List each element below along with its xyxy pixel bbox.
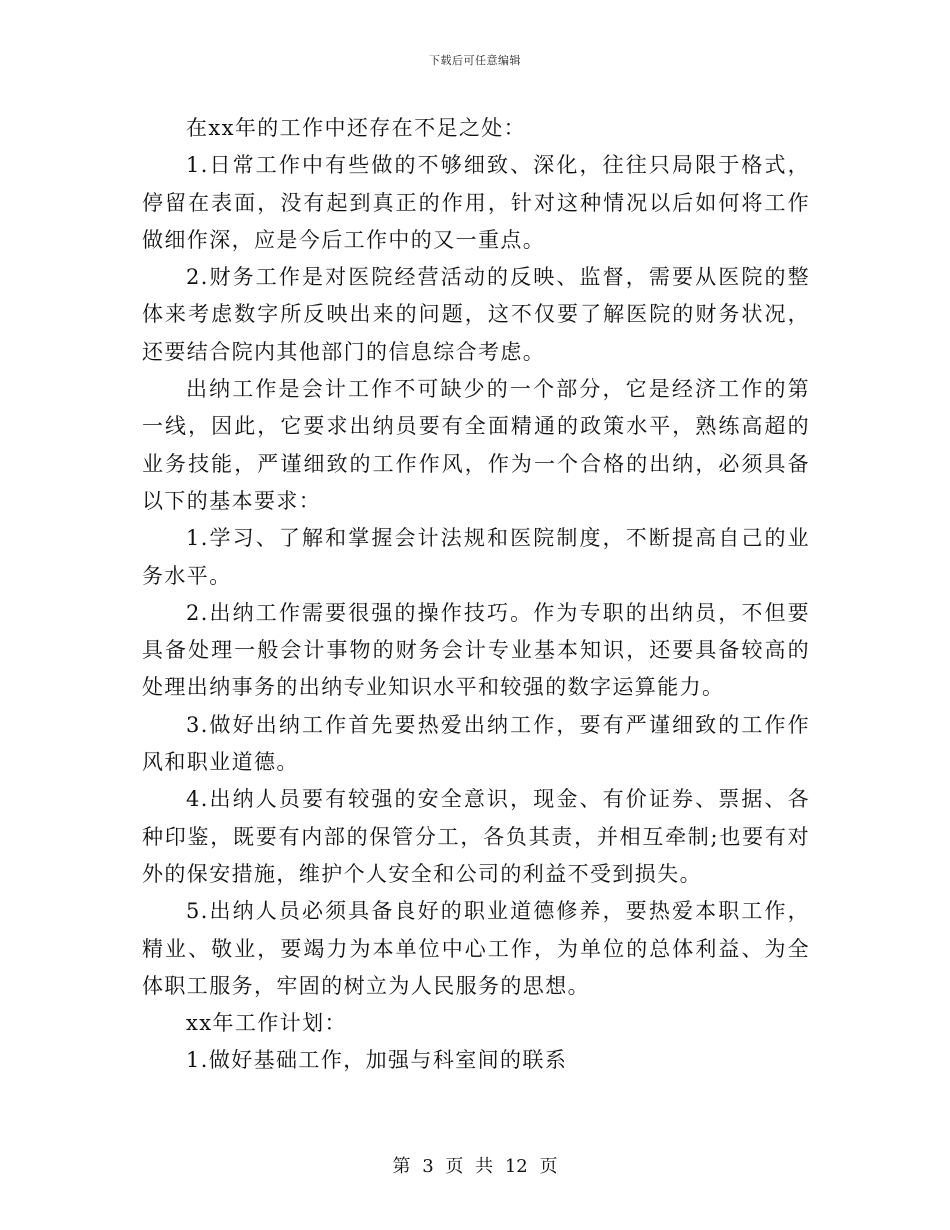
paragraph: 1.学习、了解和掌握会计法规和医院制度，不断提高自己的业务水平。 bbox=[142, 526, 810, 588]
paragraph: 出纳工作是会计工作不可缺少的一个部分，它是经济工作的第一线，因此，它要求出纳员要有全面精通的政策水平，熟练高超的业务技能，严谨细致的工作作风，作为一个合格的出纳，必须具备以下的基本要求： bbox=[142, 377, 810, 513]
paragraph: 1.做好基础工作，加强与科室间的联系 bbox=[186, 1048, 568, 1073]
paragraph: 1.日常工作中有些做的不够细致、深化，往往只局限于格式，停留在表面，没有起到真正的作用，针对这种情况以后如何将工作做细作深，应是今后工作中的又一重点。 bbox=[142, 153, 810, 252]
paragraph: 2.财务工作是对医院经营活动的反映、监督，需要从医院的整体来考虑数字所反映出来的问题，这不仅要了解医院的财务状况，还要结合院内其他部门的信息综合考虑。 bbox=[142, 265, 810, 364]
paragraph: 3.做好出纳工作首先要热爱出纳工作，要有严谨细致的工作作风和职业道德。 bbox=[142, 712, 810, 775]
paragraph: 在xx年的工作中还存在不足之处： bbox=[186, 116, 527, 140]
paragraph: 4.出纳人员要有较强的安全意识，现金、有价证券、票据、各种印鉴，既要有内部的保管分工，各负其责，并相互牵制;也要有对外的保安措施，维护个人安全和公司的利益不受到损失。 bbox=[142, 787, 810, 886]
paragraph: xx年工作计划： bbox=[186, 1011, 347, 1036]
page-number-footer: 第 3 页 共 12 页 bbox=[392, 1156, 558, 1177]
paragraph: 2.出纳工作需要很强的操作技巧。作为专职的出纳员，不但要具备处理一般会计事物的财务会计专业基本知识，还要具备较高的处理出纳事务的出纳专业知识水平和较强的数字运算能力。 bbox=[142, 600, 810, 700]
paragraph: 5.出纳人员必须具备良好的职业道德修养，要热爱本职工作，精业、敬业，要竭力为本单位中心工作，为单位的总体利益、为全体职工服务，牢固的树立为人民服务的思想。 bbox=[142, 899, 810, 998]
document-body bbox=[142, 110, 810, 1080]
page-header: 下载后可任意编辑 bbox=[429, 54, 521, 67]
